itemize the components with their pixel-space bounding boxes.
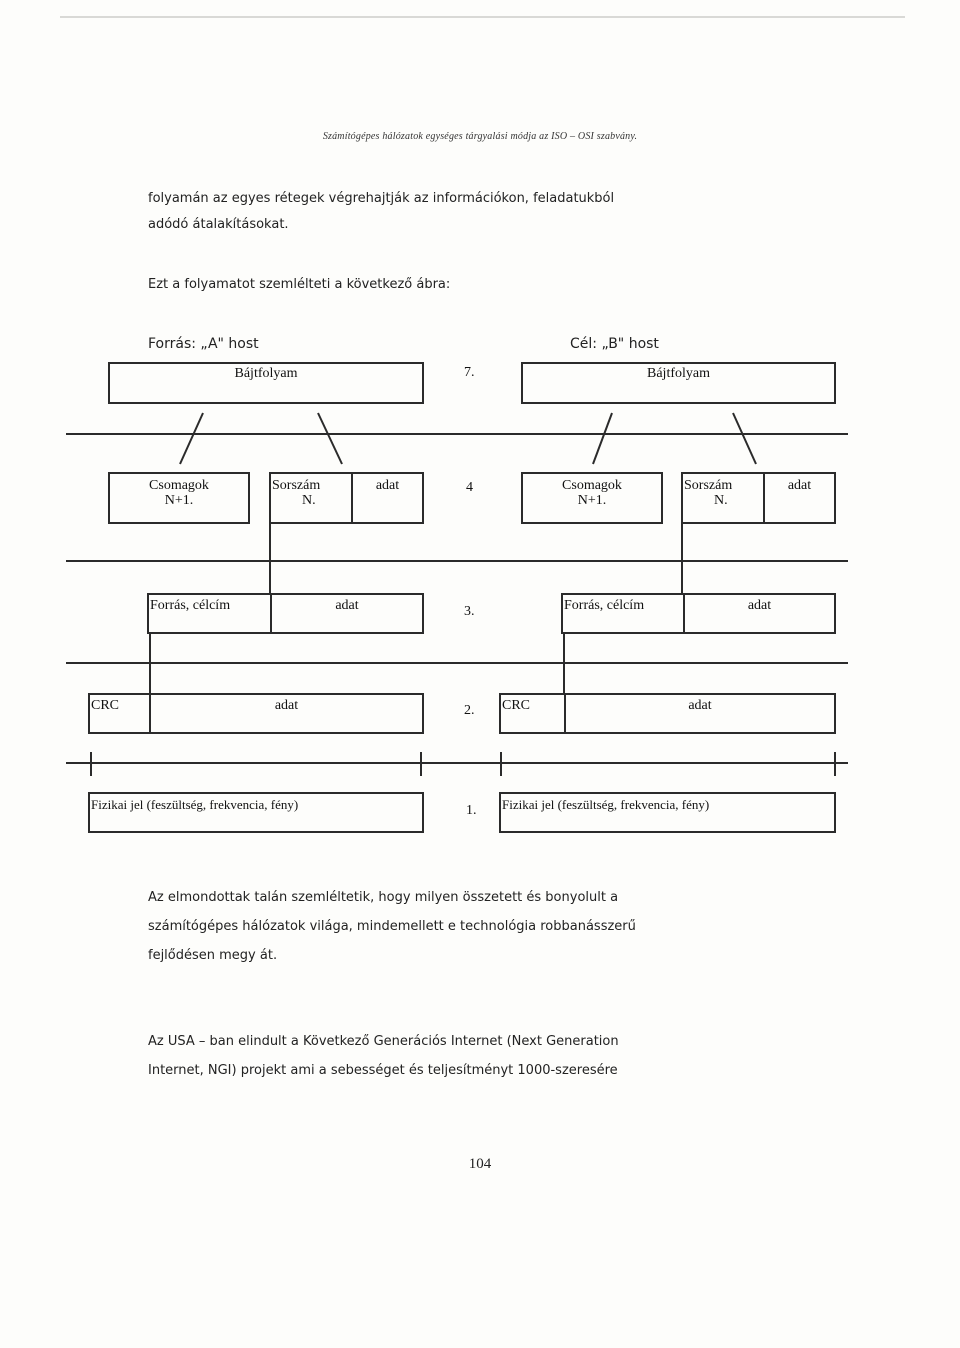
sequence-label bbox=[271, 474, 351, 522]
text-line: Az elmondottak talán szemléltetik, hogy milyen összetett és bonyolult a bbox=[148, 890, 619, 905]
running-header: Számítógépes hálózatok egységes tárgyalási módja az ISO – OSI szabvány. bbox=[322, 131, 638, 142]
packet-box-source bbox=[147, 593, 424, 634]
connector-line bbox=[420, 752, 422, 776]
packets-text: Csomagok bbox=[562, 478, 622, 493]
text-line: számítógépes hálózatok világa, mindemellett e technológia robbanásszerű bbox=[148, 919, 636, 934]
sequence-n-text: N. bbox=[714, 493, 728, 508]
layer7-box-dest bbox=[521, 362, 836, 404]
address-label: Forrás, célcím bbox=[564, 598, 645, 613]
connector-line bbox=[180, 413, 203, 464]
connector-line bbox=[593, 413, 612, 464]
connector-line bbox=[149, 634, 151, 694]
physical-signal-label: Fizikai jel (feszültség, frekvencia, fény) bbox=[91, 797, 299, 812]
connector-line bbox=[269, 524, 271, 594]
data-label: adat bbox=[335, 598, 359, 613]
sequence-label bbox=[683, 474, 763, 522]
bytestream-label: Bájtfolyam bbox=[647, 366, 710, 381]
text-line: folyamán az egyes rétegek végrehajtják az információkon, feladatukból bbox=[148, 191, 615, 206]
data-label: adat bbox=[747, 598, 772, 613]
packets-label bbox=[523, 474, 661, 522]
layer-number-3: 3. bbox=[464, 604, 475, 619]
packet-box-dest bbox=[561, 593, 836, 634]
sequence-n-text: N. bbox=[302, 493, 316, 508]
crc-label: CRC bbox=[502, 698, 531, 713]
address-label: Forrás, célcím bbox=[150, 598, 231, 613]
physical-box-source bbox=[88, 792, 424, 833]
physical-box-dest bbox=[499, 792, 836, 833]
packets-box-dest bbox=[521, 472, 663, 524]
frame-box-dest bbox=[499, 693, 836, 734]
connector-line bbox=[318, 413, 342, 464]
segment-box-dest bbox=[681, 472, 836, 524]
figure-intro: Ezt a folyamatot szemlélteti a következő ábra: bbox=[148, 277, 451, 292]
data-label: adat bbox=[375, 478, 400, 493]
packets-n-text: N+1. bbox=[164, 493, 194, 508]
frame-box-source bbox=[88, 693, 424, 734]
connector-line bbox=[681, 524, 683, 594]
layer-number-2: 2. bbox=[464, 703, 475, 718]
sequence-text: Sorszám bbox=[272, 478, 321, 493]
text-line: Internet, NGI) projekt ami a sebességet és teljesítményt 1000-szeresére bbox=[148, 1063, 618, 1078]
layer-number-7: 7. bbox=[464, 365, 475, 380]
crc-label: CRC bbox=[91, 698, 120, 713]
source-host-label: Forrás: „A" host bbox=[148, 336, 259, 352]
layer7-box-source bbox=[108, 362, 424, 404]
paragraph-ngi bbox=[148, 1027, 748, 1085]
physical-signal-label: Fizikai jel (feszültség, frekvencia, fény) bbox=[502, 797, 710, 812]
packets-box-source bbox=[108, 472, 250, 524]
connector-line bbox=[90, 752, 92, 776]
data-label: adat bbox=[787, 478, 812, 493]
segment-box-source bbox=[269, 472, 424, 524]
packets-label bbox=[110, 474, 248, 522]
sequence-text: Sorszám bbox=[684, 478, 733, 493]
layer-number-4: 4 bbox=[466, 480, 473, 495]
paragraph-summary bbox=[148, 883, 748, 970]
connector-line bbox=[563, 634, 565, 694]
packets-n-text: N+1. bbox=[577, 493, 607, 508]
text-line: fejlődésen megy át. bbox=[148, 948, 278, 963]
data-label: adat bbox=[274, 698, 299, 713]
connector-line bbox=[834, 752, 836, 776]
connector-line bbox=[733, 413, 756, 464]
connector-line bbox=[500, 752, 502, 776]
dest-host-label: Cél: „B" host bbox=[570, 336, 659, 352]
packets-text: Csomagok bbox=[149, 478, 209, 493]
bytestream-label: Bájtfolyam bbox=[234, 366, 298, 381]
data-label: adat bbox=[688, 698, 712, 713]
layer-number-1: 1. bbox=[466, 803, 477, 818]
text-line: adódó átalakításokat. bbox=[148, 217, 289, 232]
page-number: 104 bbox=[468, 1156, 492, 1172]
text-line: Az USA – ban elindult a Következő Generációs Internet (Next Generation bbox=[148, 1034, 619, 1049]
